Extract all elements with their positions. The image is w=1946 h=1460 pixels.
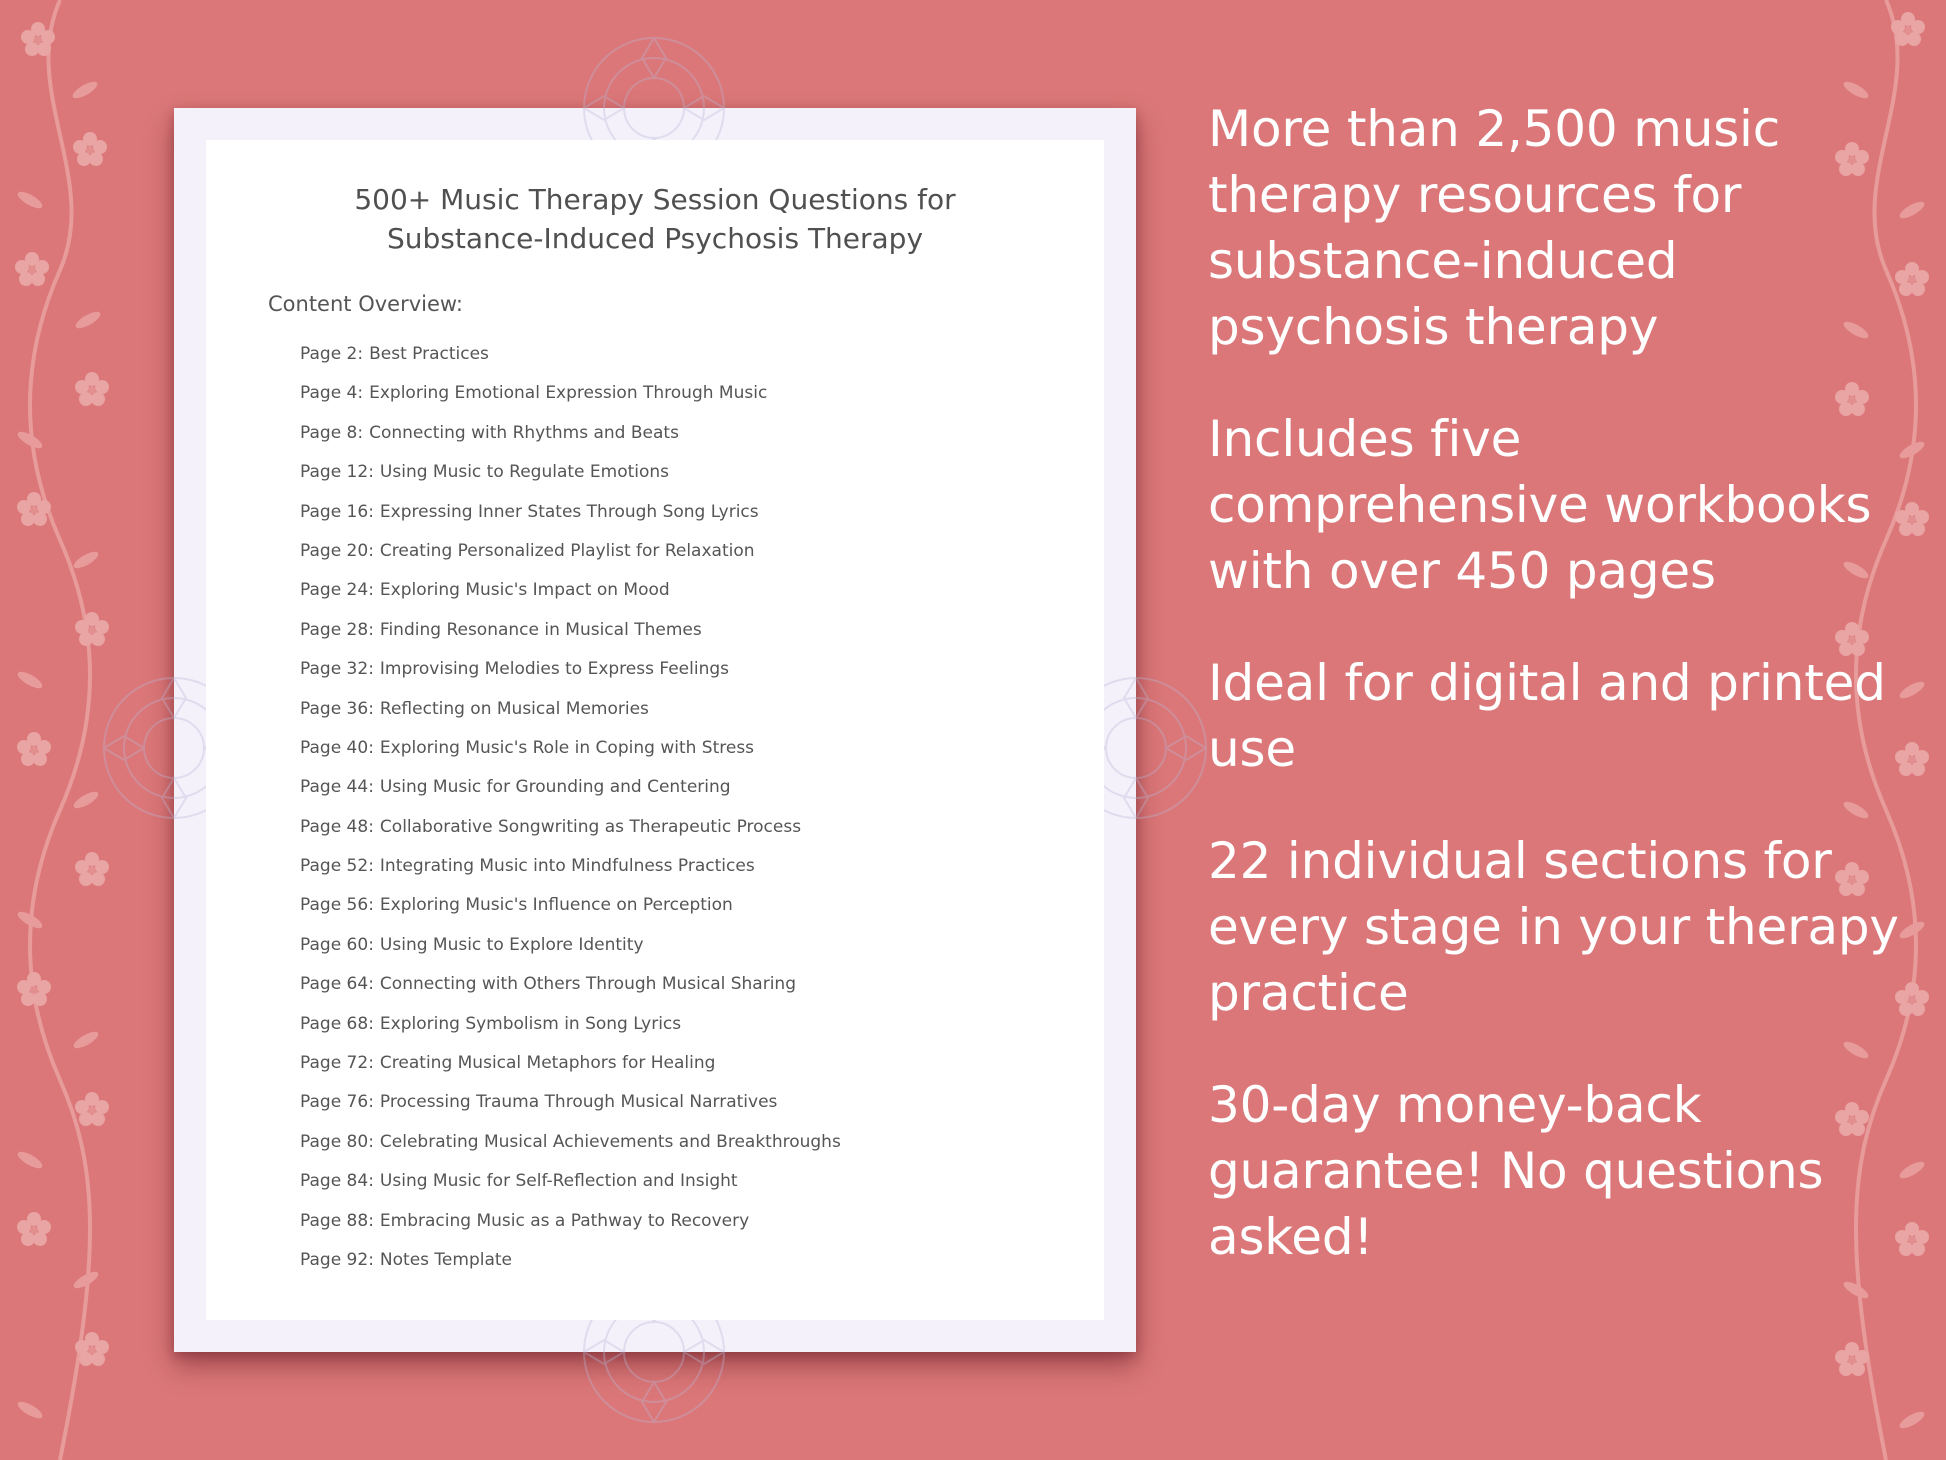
toc-entry-title: Expressing Inner States Through Song Lyrics <box>379 501 759 522</box>
toc-entry-title: Exploring Symbolism in Song Lyrics <box>379 1013 682 1034</box>
toc-entry-title: Collaborative Songwriting as Therapeutic Process <box>379 816 802 837</box>
toc-entry-title: Finding Resonance in Musical Themes <box>379 619 702 640</box>
toc-page-number: Page 88: <box>300 1210 374 1231</box>
toc-entry <box>300 1092 841 1131</box>
toc-page-number: Page 68: <box>300 1013 374 1034</box>
toc-entry-title: Using Music to Explore Identity <box>379 934 644 955</box>
toc-entry <box>300 1211 841 1250</box>
toc-entry-title: Best Practices <box>369 344 489 364</box>
toc-entry-title: Exploring Music's Impact on Mood <box>379 580 670 601</box>
toc-page-number: Page 4: <box>300 383 364 404</box>
toc-page-number: Page 16: <box>300 501 374 522</box>
feature-text: Ideal for digital and printed use <box>1208 654 1886 778</box>
toc-page-number: Page 64: <box>300 974 374 995</box>
toc-page-number: Page 32: <box>300 659 374 680</box>
toc-entry-title: Connecting with Rhythms and Beats <box>369 422 679 443</box>
toc-entry-title: Using Music for Self-Reflection and Insight <box>379 1171 738 1192</box>
table-of-contents <box>300 344 841 1289</box>
feature-text: More than 2,500 music therapy resources for substance-induced psychosis therapy <box>1208 100 1781 356</box>
toc-entry <box>300 1014 841 1053</box>
toc-page-number: Page 92: <box>300 1249 374 1270</box>
feature-text: 30-day money-back guarantee! No questions asked! <box>1208 1076 1824 1266</box>
content-overview-label: Content Overview: <box>268 292 463 316</box>
toc-entry-title: Creating Musical Metaphors for Healing <box>379 1053 716 1074</box>
toc-page-number: Page 60: <box>300 934 374 955</box>
document-preview <box>174 108 1136 1352</box>
toc-page-number: Page 52: <box>300 856 374 877</box>
toc-entry <box>300 1171 841 1210</box>
toc-entry <box>300 1053 841 1092</box>
toc-entry <box>300 699 841 738</box>
toc-entry-title: Exploring Music's Influence on Perception <box>379 895 733 916</box>
toc-entry <box>300 423 841 462</box>
toc-page-number: Page 28: <box>300 619 374 640</box>
document-title <box>206 180 1104 258</box>
toc-entry-title: Exploring Emotional Expression Through Music <box>369 383 768 404</box>
toc-entry <box>300 935 841 974</box>
feature-list <box>1208 96 1908 1316</box>
toc-page-number: Page 36: <box>300 698 374 719</box>
toc-page-number: Page 48: <box>300 816 374 837</box>
toc-entry <box>300 383 841 422</box>
toc-page-number: Page 20: <box>300 540 374 561</box>
feature-text: 22 individual sections for every stage in your therapy practice <box>1208 832 1899 1022</box>
toc-entry <box>300 580 841 619</box>
feature-text: Includes five comprehensive workbooks with over 450 pages <box>1208 410 1872 600</box>
toc-entry <box>300 777 841 816</box>
toc-entry <box>300 620 841 659</box>
toc-entry-title: Processing Trauma Through Musical Narratives <box>379 1092 778 1113</box>
toc-entry-title: Celebrating Musical Achievements and Breakthroughs <box>379 1131 841 1152</box>
toc-entry-title: Using Music for Grounding and Centering <box>379 777 731 798</box>
toc-entry-title: Using Music to Regulate Emotions <box>379 462 670 483</box>
toc-page-number: Page 2: <box>300 344 364 364</box>
toc-entry <box>300 659 841 698</box>
toc-entry-title: Creating Personalized Playlist for Relaxation <box>379 540 755 561</box>
toc-entry-title: Embracing Music as a Pathway to Recovery <box>379 1210 750 1231</box>
toc-entry-title: Improvising Melodies to Express Feelings <box>379 659 730 680</box>
toc-entry-title: Integrating Music into Mindfulness Practices <box>379 856 755 877</box>
toc-page-number: Page 44: <box>300 777 374 798</box>
toc-entry <box>300 856 841 895</box>
document-page <box>206 140 1104 1320</box>
toc-page-number: Page 40: <box>300 737 374 758</box>
toc-page-number: Page 84: <box>300 1171 374 1192</box>
document-title-line-1: 500+ Music Therapy Session Questions for <box>354 183 956 216</box>
toc-page-number: Page 80: <box>300 1131 374 1152</box>
toc-entry <box>300 344 841 383</box>
toc-entry-title: Notes Template <box>379 1249 512 1270</box>
toc-entry <box>300 462 841 501</box>
toc-page-number: Page 76: <box>300 1092 374 1113</box>
toc-entry <box>300 1250 841 1289</box>
toc-page-number: Page 72: <box>300 1053 374 1074</box>
toc-entry <box>300 895 841 934</box>
toc-entry-title: Connecting with Others Through Musical Sharing <box>379 974 796 995</box>
toc-entry <box>300 974 841 1013</box>
toc-entry <box>300 1132 841 1171</box>
document-title-line-2: Substance-Induced Psychosis Therapy <box>386 222 924 255</box>
toc-page-number: Page 8: <box>300 422 364 443</box>
toc-page-number: Page 24: <box>300 580 374 601</box>
toc-entry-title: Exploring Music's Role in Coping with Stress <box>379 737 755 758</box>
toc-entry-title: Reflecting on Musical Memories <box>379 698 649 719</box>
toc-entry <box>300 817 841 856</box>
toc-entry <box>300 502 841 541</box>
toc-page-number: Page 56: <box>300 895 374 916</box>
toc-entry <box>300 541 841 580</box>
toc-page-number: Page 12: <box>300 462 374 483</box>
toc-entry <box>300 738 841 777</box>
